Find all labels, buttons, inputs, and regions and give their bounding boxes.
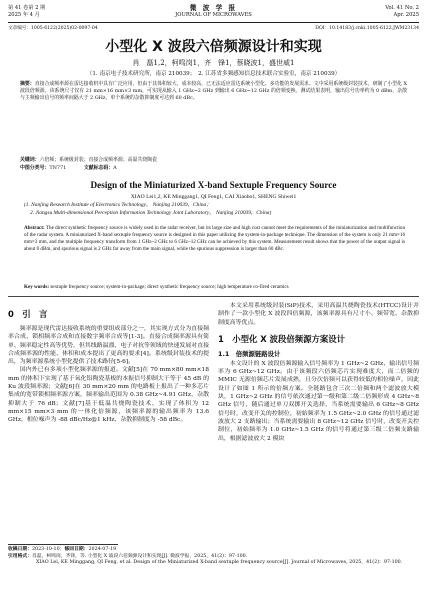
section-heading-intro: 0 引 言 — [8, 309, 48, 319]
revised-date: 2024-07-19 — [88, 547, 117, 552]
clc-code — [20, 165, 66, 171]
running-header — [8, 5, 419, 21]
received-label: 收稿日期： — [8, 547, 32, 552]
keywords-en — [24, 284, 405, 291]
subsection-heading-1-1: 1.1 倍频源链路设计 — [218, 349, 281, 358]
right-column — [218, 302, 419, 443]
affiliation-en — [24, 202, 407, 217]
body-paragraph: 本文设计的 X 波段倍频源输入信号频率为 1 GHz~2 GHz，输出信号频率为 6 GHz~12 GHz。由于该频段六倍频芯片实现难度大，而二倍频的 MMIC 无源倍频芯片发展成熟，且分次倍频可以获得较低的相位噪声，因此设计了如图 1 所示的倍频方案。全链路包含三次二倍频和两个滤波放大模块，1 GHz~2 GHz 的信号依次通过第一级和第二级二倍频形成 4 GHz~8 GHz 信号，随后通过单刀双掷开关选择，当系统需要输出 6 GHz~8 GHz 信号时，改变开关的控制位，初始频率为 1.5 GHz~2.0 GHz 的信号通过滤波放大 2 支路输出；当系统需要输出 8 GHz~12 GHz 信号时，改变开关控制位，初始频率为 1.0 GHz~1.5 GHz 的信号将通过第三级二倍频支路输出，根据滤波放大 2 模块 — [218, 360, 419, 442]
abstract-cn-label: 摘要： — [20, 81, 35, 87]
title-en: Design of the Miniaturized X-band Sextuple Frequency Source — [90, 180, 337, 190]
abstract-cn — [20, 81, 407, 102]
abstract-separator — [8, 296, 419, 297]
classification-cn — [20, 165, 407, 172]
journal-name — [8, 5, 419, 18]
revised-label: 修回日期： — [64, 547, 89, 552]
keywords-cn-label: 关键词： — [20, 157, 40, 163]
volume-number-en: Vol. 41 No. 2 — [385, 5, 419, 11]
dates-line — [8, 547, 419, 554]
keywords-cn-text: 六倍频；系统级封装；直接合成频率源；高温共烧陶瓷 — [39, 157, 157, 163]
issue-date-cn: 2025 年 4 月 — [8, 11, 40, 18]
received-date: 2023-10-10； — [32, 547, 65, 552]
abstract-en-label: Abstract: — [24, 225, 45, 231]
affiliation-en-2: 2. Jiangsu Multi-dimensional Perception Information Technology Joint Laboratory， Nanjing 210039，China) — [30, 209, 272, 216]
left-column — [8, 302, 209, 425]
citation-label: 引用格式： — [8, 553, 32, 559]
citation-cn-text: 肖磊，柯鸣岗，齐锋，等. 小型化 X 波段六倍频源设计和实现[J]. 微波学报，2025，41(2)：97-100. — [32, 553, 248, 559]
keywords-en-label: Key words: — [24, 284, 50, 290]
affiliation-cn: （1. 南京电子技术研究所，南京 210039； 2. 江苏省多频感知信息技术联合实验室，南京 210039） — [86, 71, 341, 77]
authors-cn: 肖 磊1,2，柯鸣岗1，齐 锋1，蔡晓波1，盛世威1 — [132, 59, 295, 67]
keywords-cn — [20, 157, 407, 164]
abstract-en — [24, 225, 405, 253]
keywords-en-text: sextuple frequency source; system-in-package; direct synthetic frequency source; high temperature co-fired ceramics — [50, 284, 289, 290]
citation-en: XIAO Lei, KE Minggang, QI Feng, et al. Design of the Miniaturized X-band sextuple frequency source[J]. Journal of Microwaves, 2025，41(2)：97-100. — [36, 560, 403, 566]
header-rule — [8, 22, 419, 23]
volume-issue-en — [385, 5, 419, 18]
body-paragraph: 国内外已有多项小型化频率源的报道。文献[5]在 70 mm×80 mm×18 mm 的体积下实现了基于氧化铝陶瓷基板的本振信号抑制大于等于 45 dB 的 Ku 波段频率源；文献[6]在 30 mm×20 mm 的电路板上报出了一种多芯片集成的宽带锁相频率源方案，频率输出范围为 0.38 GHz~4.91 GHz，杂散抑制大于 76 dB；文献[7]基于低温共烧陶瓷技术，实现了体积为 12 mm×15 mm×3 mm 的一体化倍频源，该频率源的输出频率为 13.6 GHz，相位噪声为 -88 dBc/Hz@1 kHz，杂散抑制度为 -58 dBc。 — [8, 367, 209, 424]
body-paragraph: 本文采用系统级封装(SiP)技术，采用高温共烧陶瓷技术(HTCC)设计并制作了一款小型化 X 波段四倍频源，该频率源具有尺寸小、频带宽、杂散抑制度高等优点。 — [218, 303, 419, 326]
clc-label: 中图分类号： — [20, 165, 50, 171]
doc-code — [84, 165, 117, 171]
abstract-en-text: The direct synthetic frequency source is widely used in the radar receiver, but its large size and high cost cannot meet the requirements of the miniaturization and multifunction of the radar system. A miniaturized X-band sextuple frequency source is designed in this paper utilizing the system-in-package technique. The dimension of the system is only 21 mm×16 mm×3 mm, and the multiple frequency transform from 1 GHz~2 GHz to 6 GHz~12 GHz can be achieved by this system. Measurement result shows that the power of the output signal is about 0 dBm, and spurious signal is 2 GHz far away from the main signal, while the spurious suppression is larger than 60 dBc. — [24, 225, 406, 253]
authors-en: XIAO Lei1,2, KE Minggang1, QI Feng1, CAI Xiaobo1, SHENG Shiwei1 — [130, 194, 297, 200]
clc-value: TN771 — [49, 165, 67, 171]
issue-date-en: Apr. 2025 — [393, 11, 419, 18]
doi: DOI：10.14183/j.cnki.1005-6122.JWM23134 — [315, 26, 419, 31]
footnotes — [8, 547, 419, 567]
article-number: 文章编号：1005-6122(2025)02-0097-04 — [8, 26, 98, 31]
journal-name-cn: 微 波 学 报 — [189, 4, 238, 12]
journal-name-en: JOURNAL OF MICROWAVES — [175, 11, 252, 18]
footnote-rule — [8, 544, 118, 545]
section-heading-1: 1 小型化 X 波段倍频源方案设计 — [218, 333, 345, 344]
body-paragraph: 频率源是现代雷达接收系统的重要组成部分之一，其实现方式分为直接频率合成、锁相频率合成和直接数字频率合成等[1-3]。直接合成频率源具有简单、频率稳定性高等优势，但其线路温漂、电子对抗等领域的快速发展对直接合成频率源的性能、体积和成本提出了更高的要求[4]。系统级封装技术的提出，为频率源系统小型化提供了技术路径[5-6]。 — [8, 326, 209, 366]
abstract-cn-text: 直接合成频率源在雷达接收机中具有广泛应用，但由于其体积较大、成本较高，已无法适应雷达系统小型化、多功能的发展需求。文中采用系统级封装技术，研制了小型化 X 波段倍频源，该系统尺寸仅有 21 mm×16 mm×3 mm，可实现从输入 1 GHz~2 GHz 到输出 6 GHz~12 GHz 的倍频变换。测试结果表明，输出信号功率约为 0 dBm，杂散与主频输出信号的频率间隔大于 2 GHz，单个系统的杂散抑制度可达到 60 dBc。 — [20, 81, 407, 101]
affiliation-en-1: (1. Nanjing Research Institute of Electronics Technology， Nanjing 210039，China； — [24, 202, 212, 208]
title-cn: 小型化 X 波段六倍频源设计和实现 — [105, 39, 322, 55]
doc-value: A — [113, 165, 117, 171]
doc-label: 文献标志码： — [83, 165, 114, 171]
volume-issue-cn: 第 41 卷第 2 期 — [8, 5, 46, 11]
